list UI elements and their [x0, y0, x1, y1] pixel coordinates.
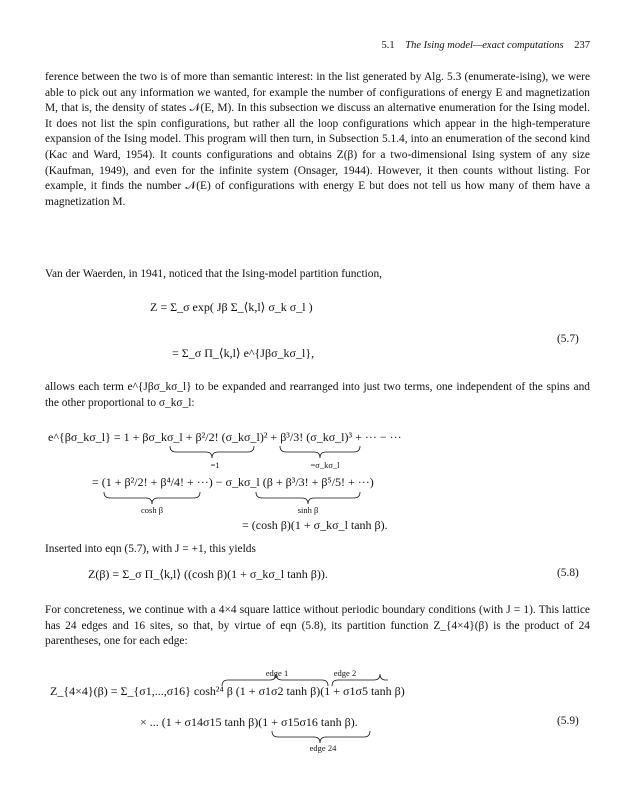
equation-5-9-number: (5.9)	[557, 715, 579, 727]
paragraph-2: Van der Waerden, in 1941, noticed that the Ising-model partition function,	[45, 268, 383, 280]
paragraph-5: For concreteness, we continue with a 4×4 square lattice without periodic boundary conditions (with J = 1). This lattice has 24 edges and 16 sites, so that, by virtue of eqn (5.8), its partition function Z_{4×4}(β) is the product of 24 parentheses, one for each edge:	[45, 604, 590, 648]
paragraph-1: ference between the two is of more than semantic interest: in the list generated by Alg. 5.3 (enumerate-ising), we were able to pick out any information we wanted, for example the number of configurations of energy E and magnetization M, that is, the density of states 𝒩(E, M). In this subsection we discuss an alternative enumeration for the Ising model. It does not list the spin configurations, but rather all the loop configurations which appear in the high-temperature expansion of the Ising model. This program will then turn, in Subsection 5.1.4, into an enumeration of the second kind (Kac and Ward, 1954). It counts configurations and obtains Z(β) for a two-dimensional Ising system of any size (Kaufman, 1949), and even for the infinite system (Onsager, 1944). However, it then counts without listing. For example, it finds the number 𝒩(E) of configurations with energy E but does not tell us how many of them have a magnetization M.	[45, 71, 590, 208]
equation-5-7-number: (5.7)	[557, 333, 579, 345]
equation-5-7-line-2: = Σ_σ Π_⟨k,l⟩ e^{Jβσ_kσ_l},	[172, 346, 315, 360]
section-number: 5.1	[381, 40, 395, 51]
edge-24-label: edge 24	[309, 743, 337, 753]
equation-5-9-line-2: × ... (1 + σ14σ15 tanh β)(1 + σ15σ16 tanh β).	[140, 715, 358, 729]
brace-label-sigma-product: =σ_kσ_l	[310, 460, 340, 470]
equation-5-7-line-1: Z = Σ_σ exp( Jβ Σ_⟨k,l⟩ σ_k σ_l )	[150, 300, 313, 314]
edge-2-label: edge 2	[333, 668, 357, 678]
brace-label-equals-one: =1	[210, 460, 220, 470]
brace-label-cosh: cosh β	[140, 505, 164, 515]
running-head	[300, 40, 590, 51]
equation-5-9-line-1: Z_{4×4}(β) = Σ_{σ1,...,σ16} cosh²⁴ β (1 + σ1σ2 tanh β)(1 + σ1σ5 tanh β)	[50, 684, 405, 698]
expansion-line-3: = (cosh β)(1 + σ_kσ_l tanh β).	[242, 518, 388, 532]
paragraph-3: allows each term e^{Jβσ_kσ_l} to be expanded and rearranged into just two terms, one independent of the spins and the other proportional to σ_kσ_l:	[45, 381, 590, 409]
underbrace-edge-24	[272, 731, 372, 743]
expansion-line-2: = (1 + β²/2! + β⁴/4! + ···) − σ_kσ_l (β + β³/3! + β⁵/5! + ···)	[92, 475, 374, 489]
paragraph-4: Inserted into eqn (5.7), with J = +1, this yields	[45, 543, 256, 555]
page-number: 237	[574, 40, 590, 51]
equation-5-8-number: (5.8)	[557, 567, 579, 579]
section-title: The Ising model—exact computations	[405, 40, 564, 51]
equation-5-8: Z(β) = Σ_σ Π_⟨k,l⟩ ((cosh β)(1 + σ_kσ_l tanh β)).	[88, 567, 328, 581]
edge-1-label: edge 1	[265, 668, 289, 678]
brace-label-sinh: sinh β	[297, 505, 319, 515]
expansion-line-1: e^{βσ_kσ_l} = 1 + βσ_kσ_l + β²/2! (σ_kσ_l)² + β³/3! (σ_kσ_l)³ + ··· − ···	[48, 430, 402, 444]
